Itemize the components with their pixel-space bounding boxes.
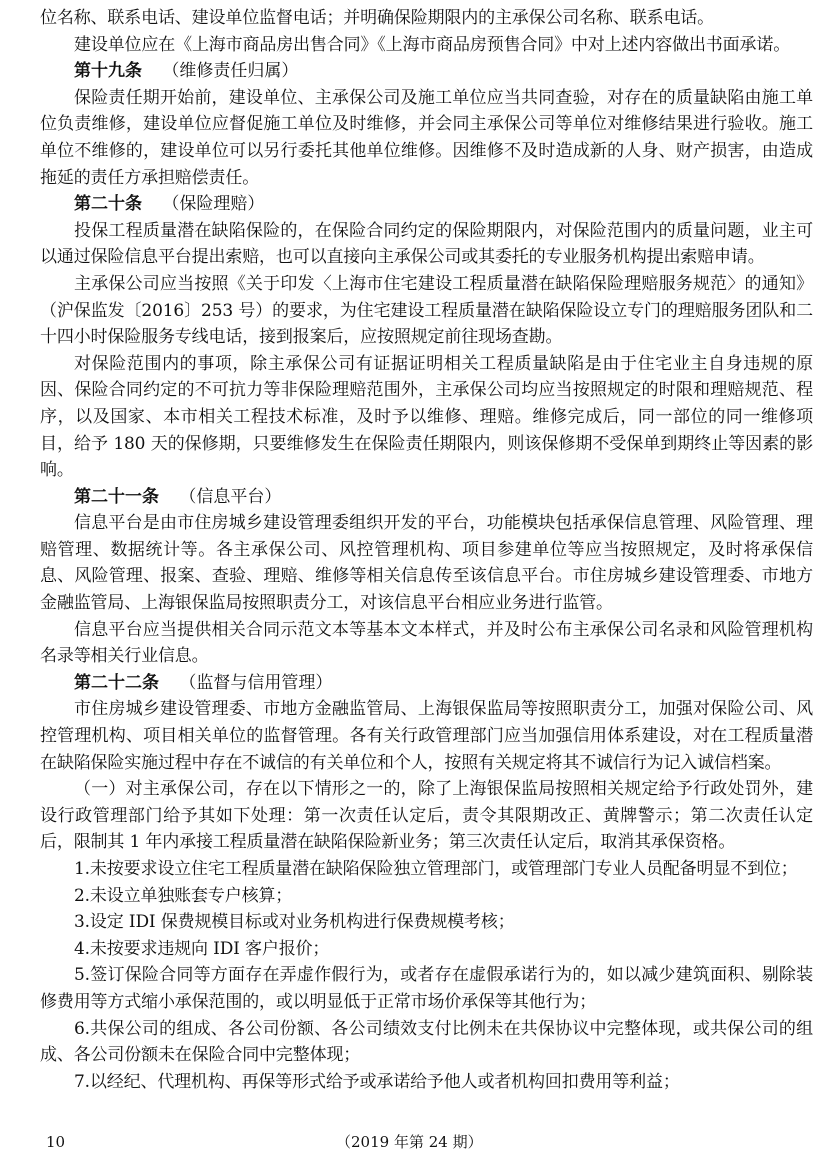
paragraph: 位名称、联系电话、建设单位监督电话；并明确保险期限内的主承保公司名称、联系电话。 xyxy=(40,8,714,28)
article-heading xyxy=(40,670,813,697)
paragraph: 4.未按要求违规向 IDI 客户报价； xyxy=(74,938,330,959)
paragraph: 2.未设立单独账套专户核算； xyxy=(74,885,293,906)
paragraph: 建设单位应在《上海市商品房出售合同》《上海市商品房预售合同》中对上述内容做出书面承诺。 xyxy=(74,34,791,55)
article-title: （监督与信用管理） xyxy=(179,672,333,693)
article-heading xyxy=(40,58,813,85)
paragraph: 市住房城乡建设管理委、市地方金融监管局、上海银保监局等按照职责分工，加强对保险公司、风控管理机构、项目相关单位的监督管理。各有关行政管理部门应当加强信用体系建设，对在工程质量潜在缺陷保险实施过程中存在不诚信的有关单位和个人，按照有关规定将其不诚信行为记入诚信档案。 xyxy=(40,699,813,773)
article-number: 第二十条 xyxy=(74,194,142,215)
paragraph: 3.设定 IDI 保费规模目标或对业务机构进行保费规模考核； xyxy=(74,912,515,933)
article-number: 第二十二条 xyxy=(74,672,159,693)
paragraph: 主承保公司应当按照《关于印发〈上海市住宅建设工程质量潜在缺陷保险理赔服务规范〉的通知》（沪保监发〔2016〕253 号）的要求，为住宅建设工程质量潜在缺陷保险设立专门的理赔服务团队和二十四小时保险服务专线电话，接到报案后，应按照规定前往现场查勘。 xyxy=(40,273,813,348)
page-footer xyxy=(0,1130,827,1154)
article-heading xyxy=(40,191,813,218)
paragraph: 5.签订保险合同等方面存在弄虚作假行为，或者存在虚假承诺行为的，如以减少建筑面积、剔除装修费用等方式缩小承保范围的，或以明显低于正常市场价承保等其他行为； xyxy=(40,965,813,1012)
article-title: （保险理赔） xyxy=(162,194,265,215)
article-number: 第二十一条 xyxy=(74,486,159,507)
document-body xyxy=(40,5,813,1095)
article-title: （维修责任归属） xyxy=(162,61,299,82)
paragraph: 投保工程质量潜在缺陷保险的，在保险合同约定的保险期限内，对保险范围内的质量问题，业主可以通过保险信息平台提出索赔，也可以直接向主承保公司或其委托的专业服务机构提出索赔申请。 xyxy=(40,220,813,268)
paragraph: 信息平台是由市住房城乡建设管理委组织开发的平台，功能模块包括承保信息管理、风险管理、理赔管理、数据统计等。各主承保公司、风控管理机构、项目参建单位等应当按照规定，及时将承保信息、风险管理、报案、查验、理赔、维修等相关信息传至该信息平台。市住房城乡建设管理委、市地方金融监管局、上海银保监局按照职责分工，对该信息平台相应业务进行监管。 xyxy=(40,513,813,614)
paragraph: 1.未按要求设立住宅工程质量潜在缺陷保险独立管理部门，或管理部门专业人员配备明显不到位； xyxy=(74,859,798,879)
paragraph: 对保险范围内的事项，除主承保公司有证据证明相关工程质量缺陷是由于住宅业主自身违规的原因、保险合同约定的不可抗力等非保险理赔范围外，主承保公司均应当按照规定的时限和理赔规范、程序，以及国家、本市相关工程技术标准，及时予以维修、理赔。维修完成后，同一部位的同一维修项目，给予 180 天的保修期，只要维修发生在保险责任期限内，则该保修期不受保单到期终止等因素的影响。 xyxy=(40,353,813,481)
article-number: 第十九条 xyxy=(74,61,142,82)
article-title: （信息平台） xyxy=(179,486,282,507)
paragraph: 信息平台应当提供相关合同示范文本等基本文本样式，并及时公布主承保公司名录和风险管理机构名录等相关行业信息。 xyxy=(40,619,813,667)
article-heading xyxy=(40,484,813,511)
paragraph: 7.以经纪、代理机构、再保等形式给予或承诺给予他人或者机构回扣费用等利益； xyxy=(74,1071,680,1092)
paragraph: （一）对主承保公司，存在以下情形之一的，除了上海银保监局按照相关规定给予行政处罚外，建设行政管理部门给予其如下处理：第一次责任认定后，责令其限期改正、黄牌警示；第二次责任认定后，限制其 1 年内承接工程质量潜在缺陷保险新业务；第三次责任认定后，取消其承保资格。 xyxy=(40,779,813,853)
page-number: 10 xyxy=(46,1133,66,1151)
paragraph: 保险责任期开始前，建设单位、主承保公司及施工单位应当共同查验，对存在的质量缺陷由施工单位负责维修，建设单位应督促施工单位及时维修，并会同主承保公司等单位对维修结果进行验收。施工单位不维修的，建设单位可以另行委托其他单位维修。因维修不及时造成新的人身、财产损害，由造成拖延的责任方承担赔偿责任。 xyxy=(40,87,813,188)
issue-label: （2019 年第 24 期） xyxy=(336,1133,483,1151)
paragraph: 6.共保公司的组成、各公司份额、各公司绩效支付比例未在共保协议中完整体现，或共保公司的组成、各公司份额未在保险合同中完整体现； xyxy=(40,1018,813,1066)
